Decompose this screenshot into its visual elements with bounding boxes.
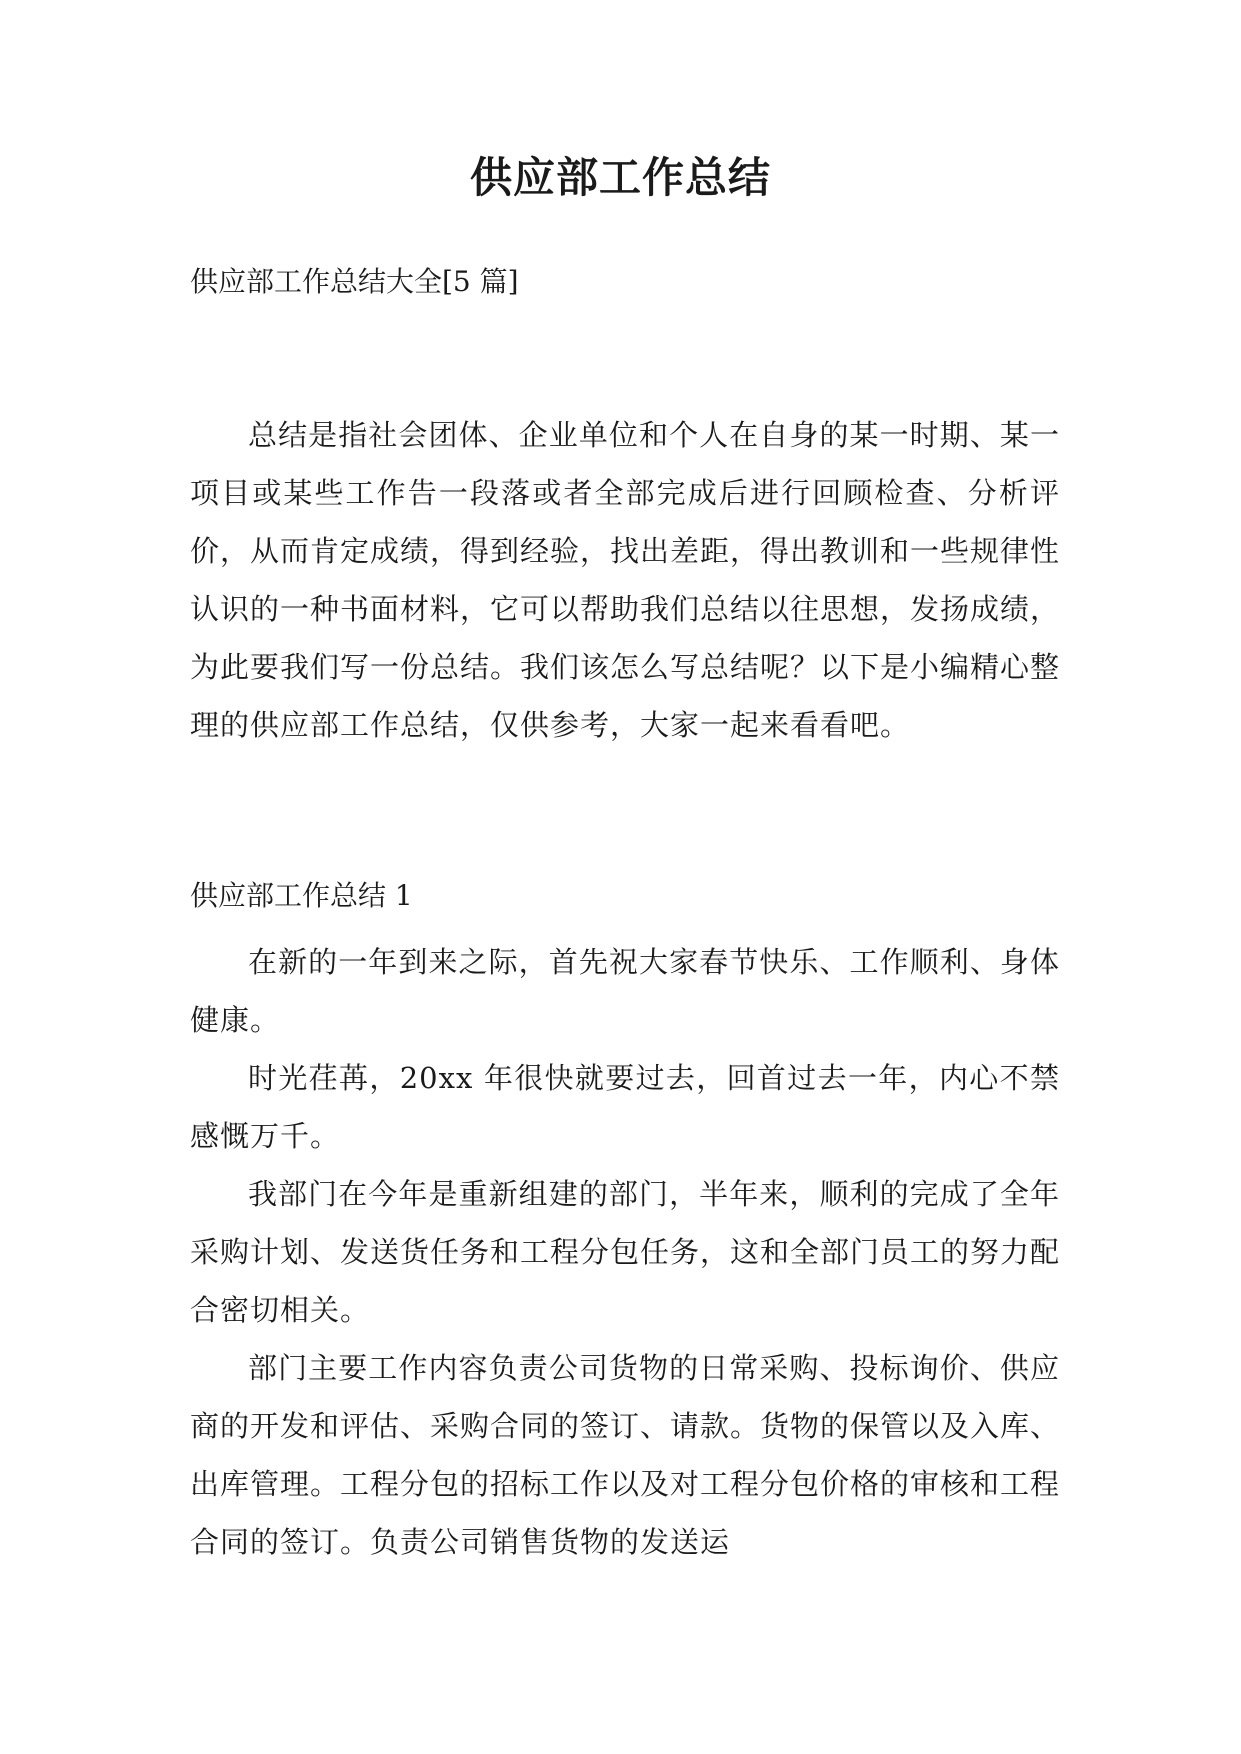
document-title: 供应部工作总结 — [469, 153, 771, 202]
body-paragraph: 时光荏苒，20xx 年很快就要过去，回首过去一年，内心不禁感慨万千。 — [190, 1061, 1060, 1153]
section-body — [190, 933, 1060, 1571]
body-paragraph: 我部门在今年是重新组建的部门，半年来，顺利的完成了全年采购计划、发送货任务和工程分包任务，这和全部门员工的努力配合密切相关。 — [190, 1177, 1061, 1327]
body-paragraph: 部门主要工作内容负责公司货物的日常采购、投标询价、供应商的开发和评估、采购合同的签订、请款。货物的保管以及入库、出库管理。工程分包的招标工作以及对工程分包价格的审核和工程合同的签订。负责公司销售货物的发送运 — [190, 1351, 1061, 1559]
intro-paragraph: 总结是指社会团体、企业单位和个人在自身的某一时期、某一项目或某些工作告一段落或者全部完成后进行回顾检查、分析评价，从而肯定成绩，得到经验，找出差距，得出教训和一些规律性认识的一种书面材料，它可以帮助我们总结以往思想，发扬成绩，为此要我们写一份总结。我们该怎么写总结呢？以下是小编精心整理的供应部工作总结，仅供参考，大家一起来看看吧。 — [190, 418, 1061, 742]
document-subtitle: 供应部工作总结大全[5 篇] — [190, 265, 519, 298]
section-title: 供应部工作总结 1 — [190, 879, 413, 912]
body-paragraph: 在新的一年到来之际，首先祝大家春节快乐、工作顺利、身体健康。 — [190, 945, 1060, 1037]
